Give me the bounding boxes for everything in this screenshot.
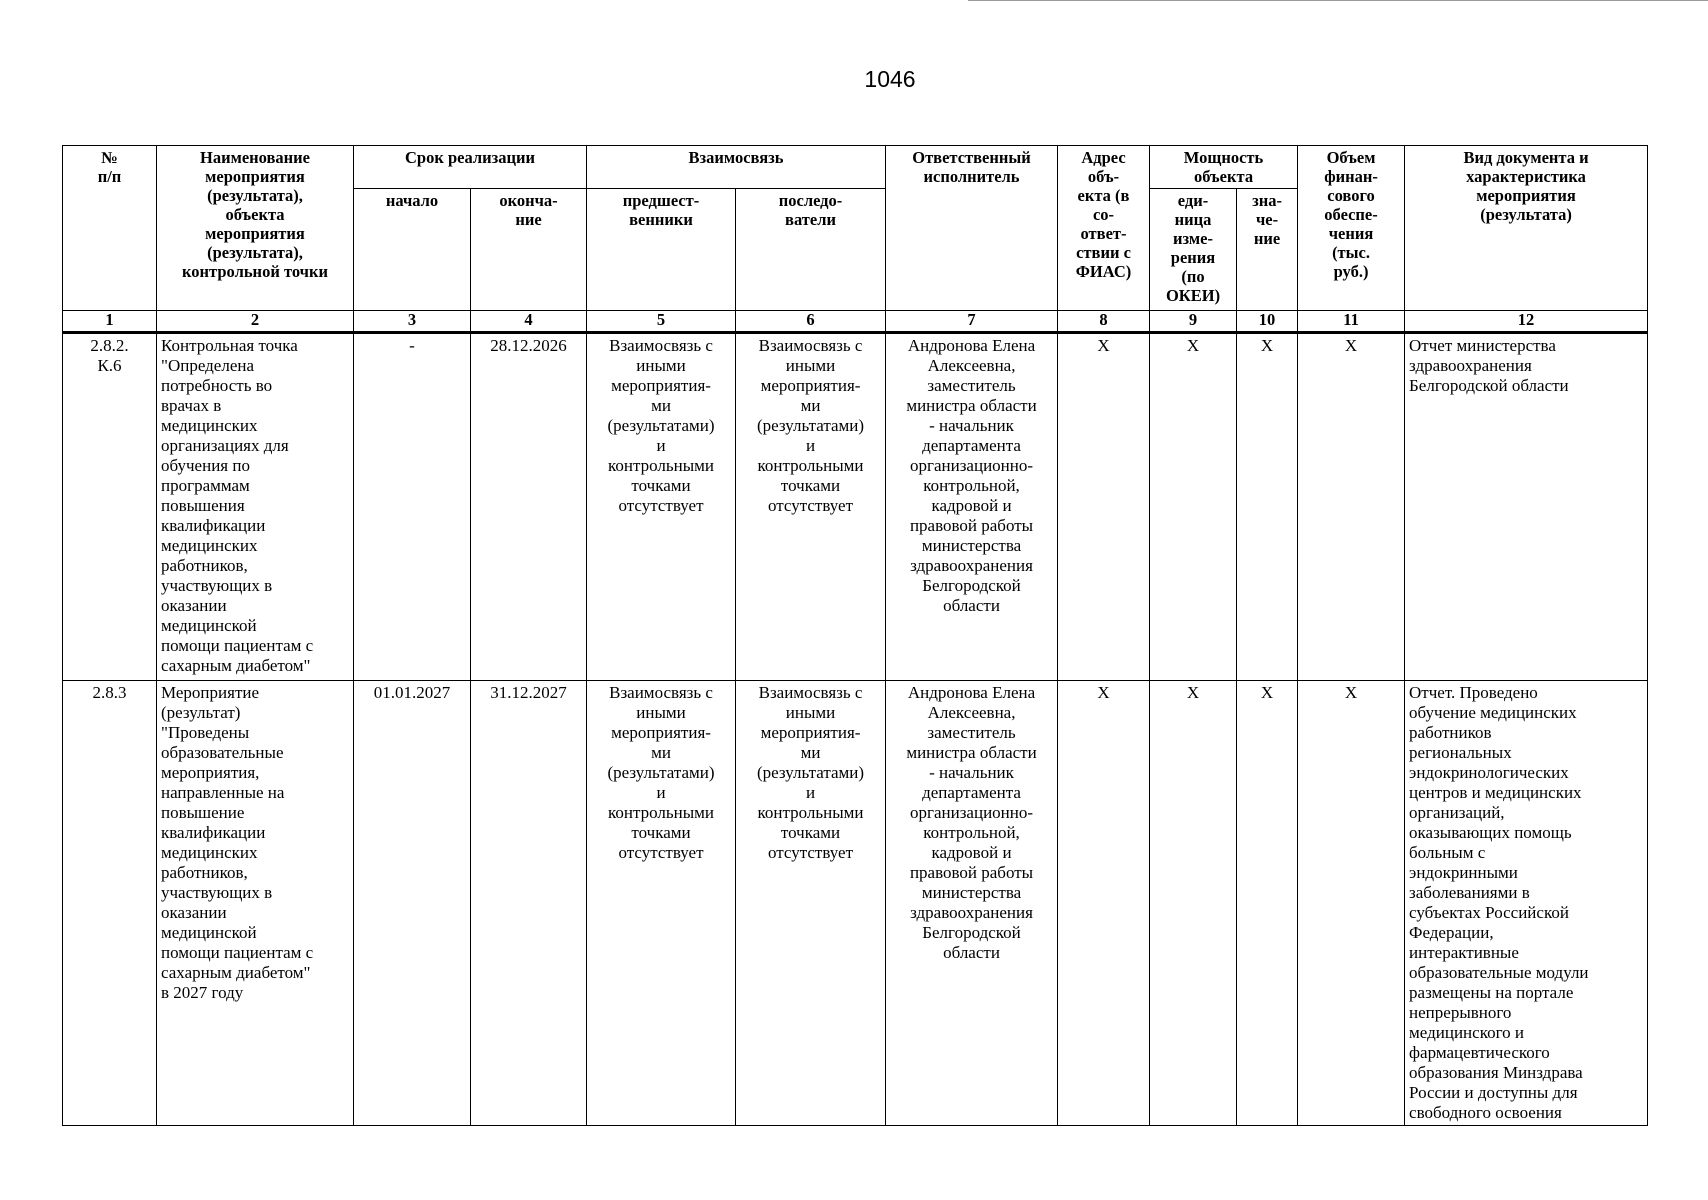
column-number: 7 bbox=[886, 311, 1058, 333]
row-value-cell: X bbox=[1237, 333, 1298, 681]
header-capacity-value: зна- че- ние bbox=[1237, 189, 1298, 311]
header-num: № п/п bbox=[63, 146, 157, 311]
header-term-end: оконча- ние bbox=[471, 189, 587, 311]
row-responsible-cell: Андронова Елена Алексеевна, заместитель министра области - начальник департамента организационно- контрольной, кадровой и правовой работы министерства здравоохранения Белгородской области bbox=[886, 333, 1058, 681]
header-capacity: Мощность объекта bbox=[1150, 146, 1298, 189]
column-numbers-row bbox=[63, 311, 1648, 333]
header-name: Наименование мероприятия (результата), объекта мероприятия (результата), контрольной точки bbox=[157, 146, 354, 311]
page-number: 1046 bbox=[864, 66, 916, 92]
header-row-1 bbox=[63, 146, 1648, 189]
row-start-cell: - bbox=[354, 333, 471, 681]
row-num-cell: 2.8.2. К.6 bbox=[63, 333, 157, 681]
row-num-cell: 2.8.3 bbox=[63, 681, 157, 1126]
row-predecessors-cell: Взаимосвязь с иными мероприятия- ми (результатами) и контрольными точками отсутствует bbox=[587, 333, 736, 681]
header-funding: Объем финан- сового обеспе- чения (тыс. руб.) bbox=[1298, 146, 1405, 311]
header-doc-type: Вид документа и характеристика мероприятия (результата) bbox=[1405, 146, 1648, 311]
row-unit-cell: X bbox=[1150, 681, 1237, 1126]
activities-table bbox=[62, 145, 1648, 1126]
row-successors-cell: Взаимосвязь с иными мероприятия- ми (результатами) и контрольными точками отсутствует bbox=[736, 681, 886, 1126]
column-number: 4 bbox=[471, 311, 587, 333]
column-number: 11 bbox=[1298, 311, 1405, 333]
row-name-cell: Контрольная точка "Определена потребность во врачах в медицинских организациях для обучения по программам повышения квалификации медицинских работников, участвующих в оказании медицинской помощи пациентам с сахарным диабетом" bbox=[157, 333, 354, 681]
row-predecessors-cell: Взаимосвязь с иными мероприятия- ми (результатами) и контрольными точками отсутствует bbox=[587, 681, 736, 1126]
row-address-cell: X bbox=[1058, 333, 1150, 681]
row-start-cell: 01.01.2027 bbox=[354, 681, 471, 1126]
row-responsible-cell: Андронова Елена Алексеевна, заместитель министра области - начальник департамента организационно- контрольной, кадровой и правовой работы министерства здравоохранения Белгородской области bbox=[886, 681, 1058, 1126]
header-term: Срок реализации bbox=[354, 146, 587, 189]
row-funding-cell: X bbox=[1298, 681, 1405, 1126]
table-row bbox=[63, 333, 1648, 681]
row-unit-cell: X bbox=[1150, 333, 1237, 681]
row-successors-cell: Взаимосвязь с иными мероприятия- ми (результатами) и контрольными точками отсутствует bbox=[736, 333, 886, 681]
column-number: 8 bbox=[1058, 311, 1150, 333]
row-doc-cell: Отчет. Проведено обучение медицинских работников региональных эндокринологических центров и медицинских организаций, оказывающих помощь больным с эндокринными заболеваниями в субъектах Российской Федерации, интерактивные образовательные модули размещены на портале непрерывного медицинского и фармацевтического образования Минздрава России и доступны для свободного освоения bbox=[1405, 681, 1648, 1126]
header-capacity-unit: еди- ница изме- рения (по ОКЕИ) bbox=[1150, 189, 1237, 311]
header-relation-succ: последо- ватели bbox=[736, 189, 886, 311]
header-term-start: начало bbox=[354, 189, 471, 311]
header-responsible: Ответственный исполнитель bbox=[886, 146, 1058, 311]
header-relation-pred: предшест- венники bbox=[587, 189, 736, 311]
top-rule bbox=[968, 0, 1708, 1]
column-number: 10 bbox=[1237, 311, 1298, 333]
column-number: 3 bbox=[354, 311, 471, 333]
column-number: 2 bbox=[157, 311, 354, 333]
row-end-cell: 31.12.2027 bbox=[471, 681, 587, 1126]
column-number: 1 bbox=[63, 311, 157, 333]
row-doc-cell: Отчет министерства здравоохранения Белгородской области bbox=[1405, 333, 1648, 681]
column-number: 9 bbox=[1150, 311, 1237, 333]
column-number: 12 bbox=[1405, 311, 1648, 333]
row-value-cell: X bbox=[1237, 681, 1298, 1126]
row-address-cell: X bbox=[1058, 681, 1150, 1126]
row-name-cell: Мероприятие (результат) "Проведены образовательные мероприятия, направленные на повышение квалификации медицинских работников, участвующих в оказании медицинской помощи пациентам с сахарным диабетом" в 2027 году bbox=[157, 681, 354, 1126]
row-funding-cell: X bbox=[1298, 333, 1405, 681]
row-end-cell: 28.12.2026 bbox=[471, 333, 587, 681]
column-number: 5 bbox=[587, 311, 736, 333]
header-address: Адрес объ- екта (в со- ответ- ствии с ФИАС) bbox=[1058, 146, 1150, 311]
header-relation: Взаимосвязь bbox=[587, 146, 886, 189]
table-row bbox=[63, 681, 1648, 1126]
column-number: 6 bbox=[736, 311, 886, 333]
